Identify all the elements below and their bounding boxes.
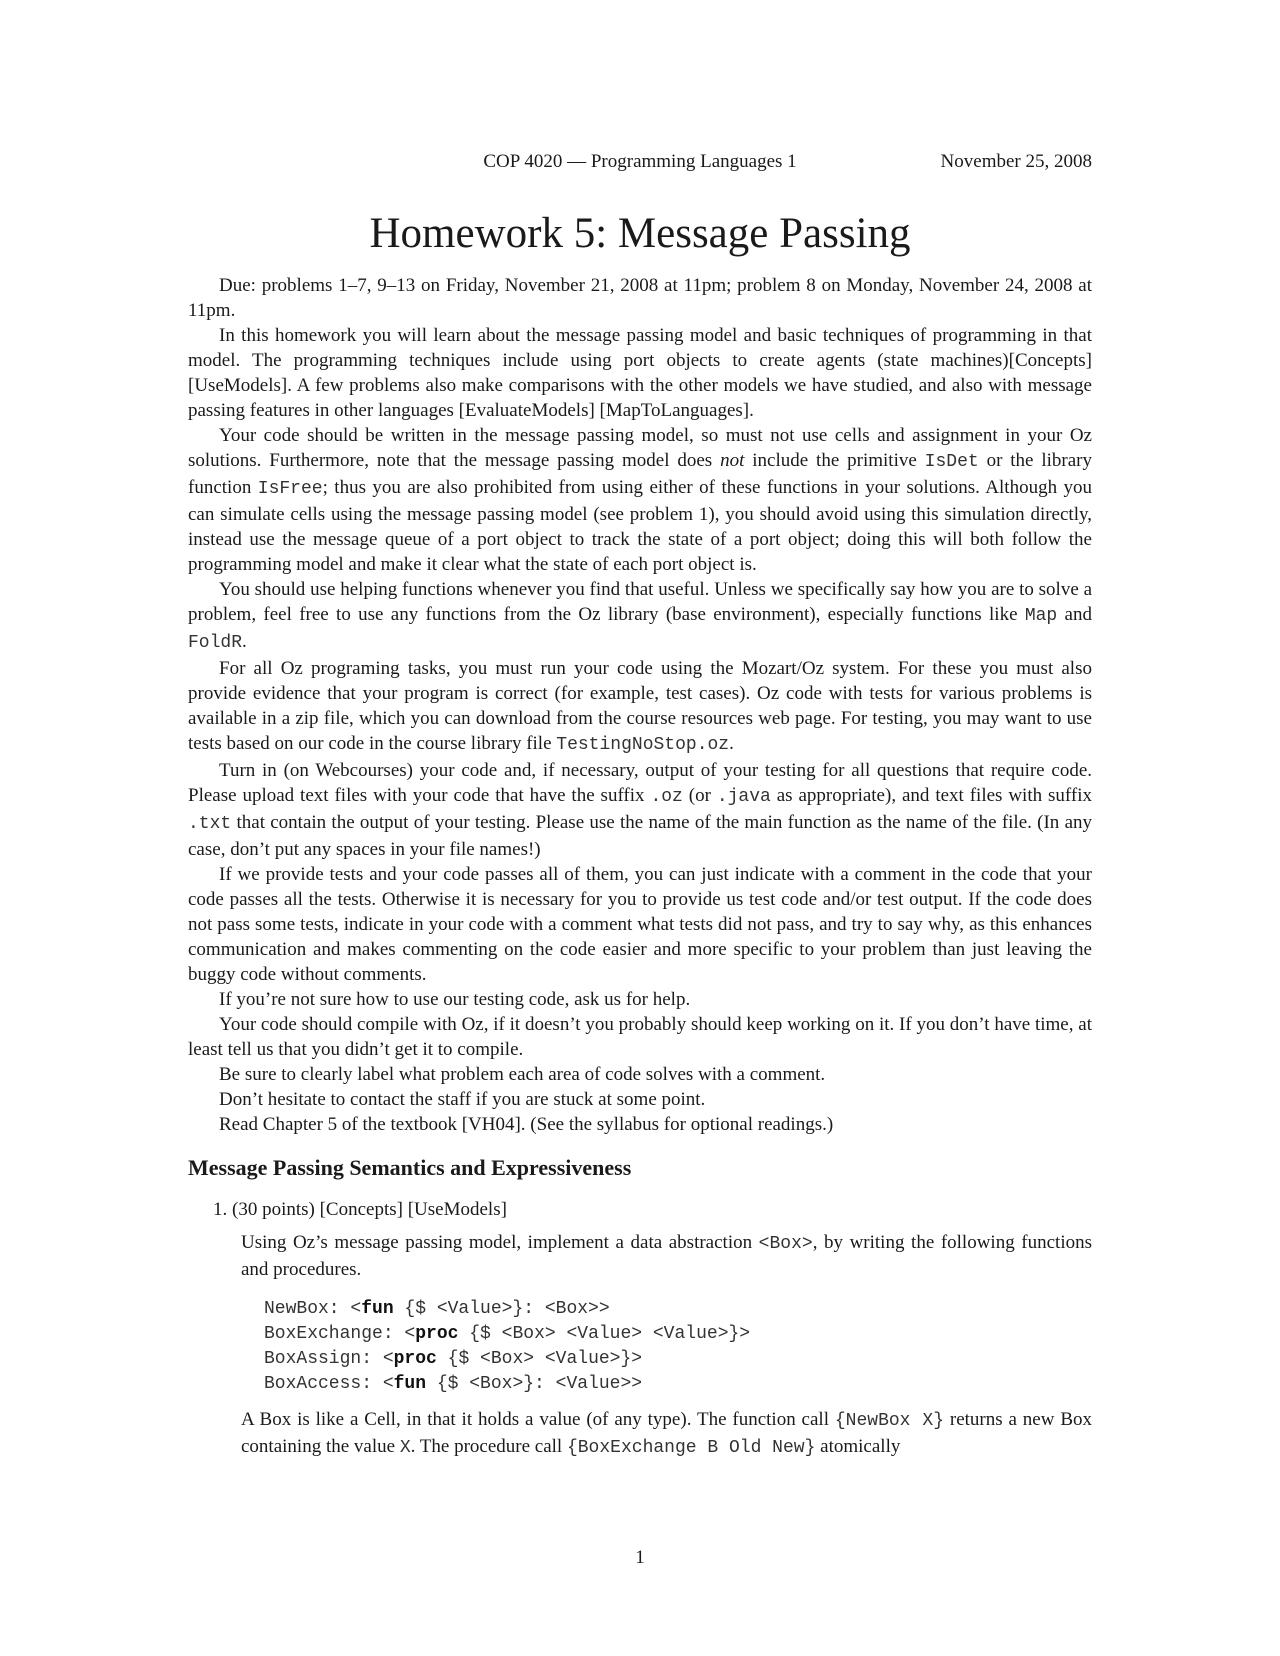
code-isdet: IsDet (924, 452, 979, 472)
header-date: November 25, 2008 (940, 151, 1092, 172)
code-sig-rest: {$ <Value>}: <Box>> (393, 1299, 610, 1319)
code-keyword: fun (393, 1374, 427, 1394)
label-paragraph: Be sure to clearly label what problem each area of code solves with a comment. (219, 1064, 826, 1085)
turnin-text-1: Turn in (on Webcourses) your code and, if necessary, output of your testing for all questions that require code. Please upload text files with your code that have the suffix (188, 760, 1092, 806)
code-line (264, 1347, 750, 1372)
code-foldr: FoldR (188, 633, 243, 653)
code-line (264, 1297, 750, 1322)
tests-paragraph: If we provide tests and your code passes all of them, you can just indicate with a comment in the code that your code passes all the tests. Otherwise it is necessary for you to provide us test code and/or test output. If the code does not pass some tests, indicate in your code with a comment what tests did not pass, and try to say why, as this enhances communication and makes commenting on the code easier and more specific to your problem than just leaving the buggy code without comments. (188, 864, 1092, 985)
code-keyword: fun (361, 1299, 394, 1319)
testing-paragraph (188, 656, 1092, 758)
help-paragraph: If you’re not sure how to use our testing code, ask us for help. (219, 989, 691, 1010)
tail-text-2: returns a new Box containing the value (241, 1409, 1092, 1457)
code-oz-suffix: .oz (650, 787, 683, 807)
code-sig-name: BoxAssign: < (264, 1349, 394, 1369)
code-x: X (399, 1438, 411, 1458)
rules-text-4: ; thus you are also prohibited from using either of these functions in your solutions. Although you can simulate cells using the message passing model (see problem 1), you should avoid using this simulation directly, instead use the message queue of a port object to track the state of a port object; doing this will both follow the programming model and make it clear what the state of each port object is. (188, 477, 1092, 575)
code-keyword: proc (393, 1349, 437, 1369)
turnin-paragraph (188, 758, 1092, 862)
tail-text-4: atomically (815, 1436, 901, 1457)
compile-paragraph: Your code should compile with Oz, if it doesn’t you probably should keep working on it. If you don’t have time, at least tell us that you didn’t get it to compile. (188, 1014, 1092, 1060)
code-sig-name: NewBox: < (264, 1299, 362, 1319)
problem-continuation (241, 1407, 1092, 1461)
section-title: Message Passing Semantics and Expressiveness (188, 1155, 632, 1180)
tail-text-1: A Box is like a Cell, in that it holds a value (of any type). The function call (241, 1409, 835, 1430)
page-number: 1 (635, 1547, 645, 1568)
code-newbox-call: {NewBox X} (834, 1411, 944, 1431)
code-isfree: IsFree (257, 479, 323, 499)
page-title: Homework 5: Message Passing (369, 210, 911, 257)
rules-text-1: Your code should be written in the message passing model, so must not use cells and assignment in your Oz solutions. Furthermore, note that the message passing model does (188, 425, 1092, 471)
emphasis-not: not (720, 450, 745, 471)
helpers-paragraph (188, 577, 1092, 656)
code-line (264, 1372, 750, 1397)
testing-text-end: . (729, 733, 734, 754)
code-block (264, 1297, 750, 1397)
code-sig-rest: {$ <Box> <Value> <Value>}> (458, 1324, 751, 1344)
code-txt-suffix: .txt (188, 814, 232, 834)
code-sig-name: BoxExchange: < (264, 1324, 416, 1344)
code-testing-file: TestingNoStop.oz (556, 735, 730, 755)
rules-text-3: or the library function (188, 450, 1092, 498)
code-java-suffix: .java (716, 787, 771, 807)
code-sig-name: BoxAccess: < (264, 1374, 394, 1394)
problem-description (241, 1230, 1092, 1282)
code-line (264, 1322, 750, 1347)
problem-text-1: Using Oz’s message passing model, implement a data abstraction (241, 1232, 759, 1253)
course-name: COP 4020 — Programming Languages 1 (483, 151, 797, 172)
helpers-text-and: and (1057, 604, 1092, 625)
code-box-type: <Box> (758, 1234, 813, 1254)
code-sig-rest: {$ <Box>}: <Value>> (426, 1374, 643, 1394)
page-header (188, 151, 1092, 179)
testing-text: For all Oz programing tasks, you must run your code using the Mozart/Oz system. For these you must also provide evidence that your program is correct (for example, test cases). Oz code with tests for various problems is available in a zip file, which you can download from the course resources web page. For testing, you may want to use tests based on our code in the course library file (188, 658, 1092, 754)
instructions-body (188, 273, 1092, 1137)
reading-paragraph: Read Chapter 5 of the textbook [VH04]. (See the syllabus for optional readings.) (219, 1114, 834, 1135)
problem-number: 1. (213, 1199, 228, 1220)
contact-paragraph: Don’t hesitate to contact the staff if you are stuck at some point. (219, 1089, 706, 1110)
code-keyword: proc (415, 1324, 459, 1344)
turnin-text-3: as appropriate), and text files with suffix (770, 785, 1092, 806)
due-paragraph: Due: problems 1–7, 9–13 on Friday, November 21, 2008 at 11pm; problem 8 on Monday, November 24, 2008 at 11pm. (188, 275, 1092, 321)
rules-paragraph (188, 423, 1092, 577)
code-map: Map (1024, 606, 1058, 626)
rules-text-2: include the primitive (744, 450, 925, 471)
problem-heading (213, 1197, 507, 1222)
intro-paragraph: In this homework you will learn about the message passing model and basic techniques of programming in that model. The programming techniques include using port objects to create agents (state machines)[Concepts] [UseModels]. A few problems also make comparisons with the other models we have studied, and also with message passing features in other languages [EvaluateModels] [MapToLanguages]. (188, 325, 1092, 421)
problem-text-2: , by writing the following functions and procedures. (241, 1232, 1092, 1280)
turnin-text-4: that contain the output of your testing. Please use the name of the main function as the name of the file. (In any case, don’t put any spaces in your file names!) (188, 812, 1092, 860)
code-sig-rest: {$ <Box> <Value>}> (436, 1349, 643, 1369)
problem-points: (30 points) [Concepts] [UseModels] (232, 1199, 507, 1220)
turnin-text-2: (or (682, 785, 717, 806)
helpers-text-end: . (242, 631, 247, 652)
tail-text-3: . The procedure call (410, 1436, 567, 1457)
helpers-text-1: You should use helping functions whenever you find that useful. Unless we specifically say how you are to solve a problem, feel free to use any functions from the Oz library (base environment), especially functions like (188, 579, 1092, 625)
code-exchange-call: {BoxExchange B Old New} (566, 1438, 816, 1458)
